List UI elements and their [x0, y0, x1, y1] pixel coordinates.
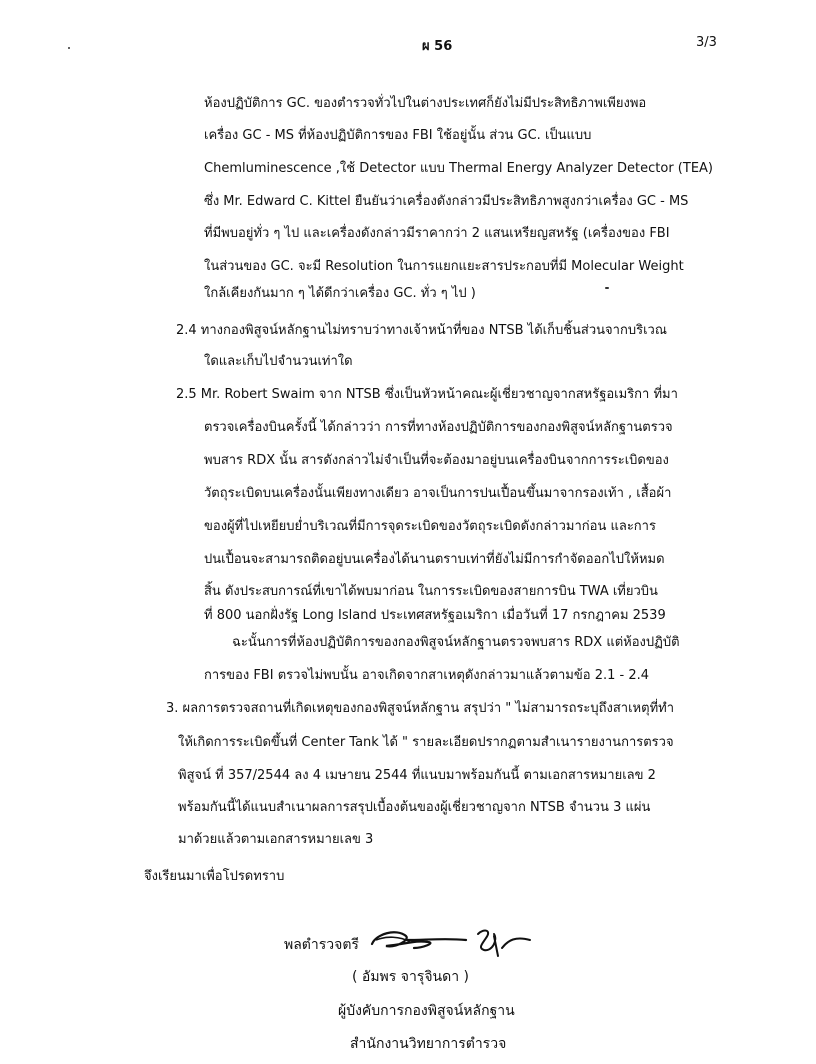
- closing-line: จึงเรียนมาเพื่อโปรดทราบ: [144, 869, 285, 884]
- item-3-line: ให้เกิดการระเบิดขึ้นที่ Center Tank ได้ " รายละเอียดปรากฏตามสำเนารายงานการตรวจ: [178, 735, 674, 750]
- item-2-5-line: ตรวจเครื่องบินครั้งนี้ ได้กล่าวว่า การที่ทางห้องปฏิบัติการของกองพิสูจน์หลักฐานตรวจ: [204, 420, 673, 435]
- item-2-5-line: วัตถุระเบิดบนเครื่องนั้นเพียงทางเดียว อาจเป็นการปนเปื้อนขึ้นมาจากรองเท้า , เสื้อผ้า: [204, 486, 672, 501]
- scan-speck: [68, 47, 70, 49]
- item-2-5-line: ที่ 800 นอกฝั่งรัฐ Long Island ประเทศสหรัฐอเมริกา เมื่อวันที่ 17 กรกฎาคม 2539: [204, 608, 666, 623]
- item-3-line: 3. ผลการตรวจสถานที่เกิดเหตุของกองพิสูจน์หลักฐาน สรุปว่า " ไม่สามารถระบุถึงสาเหตุที่ทำ: [166, 701, 675, 716]
- item-2-5-line: ของผู้ที่ไปเหยียบย่ำบริเวณที่มีการจุดระเบิดของวัตถุระเบิดดังกล่าวมาก่อน และการ: [204, 519, 656, 534]
- item-3-line: พิสูจน์ ที่ 357/2544 ลง 4 เมษายน 2544 ที่แนบมาพร้อมกันนี้ ตามเอกสารหมายเลข 2: [178, 768, 656, 783]
- handwritten-signature: [366, 918, 536, 964]
- text-line: Chemluminescence ,ใช้ Detector แบบ Thermal Energy Analyzer Detector (TEA): [204, 161, 713, 176]
- page-number: 3/3: [696, 35, 717, 50]
- signatory-organization: สำนักงานวิทยาการตำรวจ: [350, 1036, 507, 1052]
- text-line: เครื่อง GC - MS ที่ห้องปฏิบัติการของ FBI ใช้อยู่นั้น ส่วน GC. เป็นแบบ: [204, 128, 592, 143]
- text-line: ในส่วนของ GC. จะมี Resolution ในการแยกแยะสารประกอบที่มี Molecular Weight: [204, 259, 684, 274]
- item-2-4-line: 2.4 ทางกองพิสูจน์หลักฐานไม่ทราบว่าทางเจ้าหน้าที่ของ NTSB ได้เก็บชิ้นส่วนจากบริเวณ: [176, 323, 667, 338]
- text-line: ซึ่ง Mr. Edward C. Kittel ยืนยันว่าเครื่องดังกล่าวมีประสิทธิภาพสูงกว่าเครื่อง GC - MS: [204, 194, 689, 209]
- signatory-position: ผู้บังคับการกองพิสูจน์หลักฐาน: [338, 1003, 515, 1019]
- text-line: ที่มีพบอยู่ทั่ว ๆ ไป และเครื่องดังกล่าวมีราคากว่า 2 แสนเหรียญสหรัฐ (เครื่องของ FBI: [204, 226, 670, 241]
- item-2-4-line: ใดและเก็บไปจำนวนเท่าใด: [204, 354, 353, 369]
- signature-rank: พลตำรวจตรี: [284, 937, 359, 953]
- item-2-5-line: สิ้น ดังประสบการณ์ที่เขาได้พบมาก่อน ในการระเบิดของสายการบิน TWA เที่ยวบิน: [204, 584, 658, 599]
- item-2-5-line: ปนเปื้อนจะสามารถติดอยู่บนเครื่องได้นานตราบเท่าที่ยังไม่มีการกำจัดออกไปให้หมด: [204, 552, 665, 567]
- document-code: ผ 56: [422, 39, 453, 54]
- scan-speck: [605, 287, 609, 289]
- item-2-5-conclusion-line: การของ FBI ตรวจไม่พบนั้น อาจเกิดจากสาเหตุดังกล่าวมาแล้วตามข้อ 2.1 - 2.4: [204, 668, 650, 683]
- text-line: ใกล้เคียงกันมาก ๆ ได้ดีกว่าเครื่อง GC. ทั่ว ๆ ไป ): [204, 286, 476, 301]
- item-2-5-conclusion-line: ฉะนั้นการที่ห้องปฏิบัติการของกองพิสูจน์หลักฐานตรวจพบสาร RDX แต่ห้องปฏิบัติ: [232, 635, 680, 650]
- item-2-5-line: 2.5 Mr. Robert Swaim จาก NTSB ซึ่งเป็นหัวหน้าคณะผู้เชี่ยวชาญจากสหรัฐอเมริกา ที่มา: [176, 387, 678, 402]
- item-3-line: มาด้วยแล้วตามเอกสารหมายเลข 3: [178, 832, 374, 847]
- item-3-line: พร้อมกันนี้ได้แนบสำเนาผลการสรุปเบื้องต้นของผู้เชี่ยวชาญจาก NTSB จำนวน 3 แผ่น: [178, 800, 651, 815]
- item-2-5-line: พบสาร RDX นั้น สารดังกล่าวไม่จำเป็นที่จะต้องมาอยู่บนเครื่องบินจากการระเบิดของ: [204, 453, 669, 468]
- text-line: ห้องปฏิบัติการ GC. ของตำรวจทั่วไปในต่างประเทศก็ยังไม่มีประสิทธิภาพเพียงพอ: [204, 96, 647, 111]
- signatory-name: ( อัมพร จารุจินดา ): [352, 969, 469, 985]
